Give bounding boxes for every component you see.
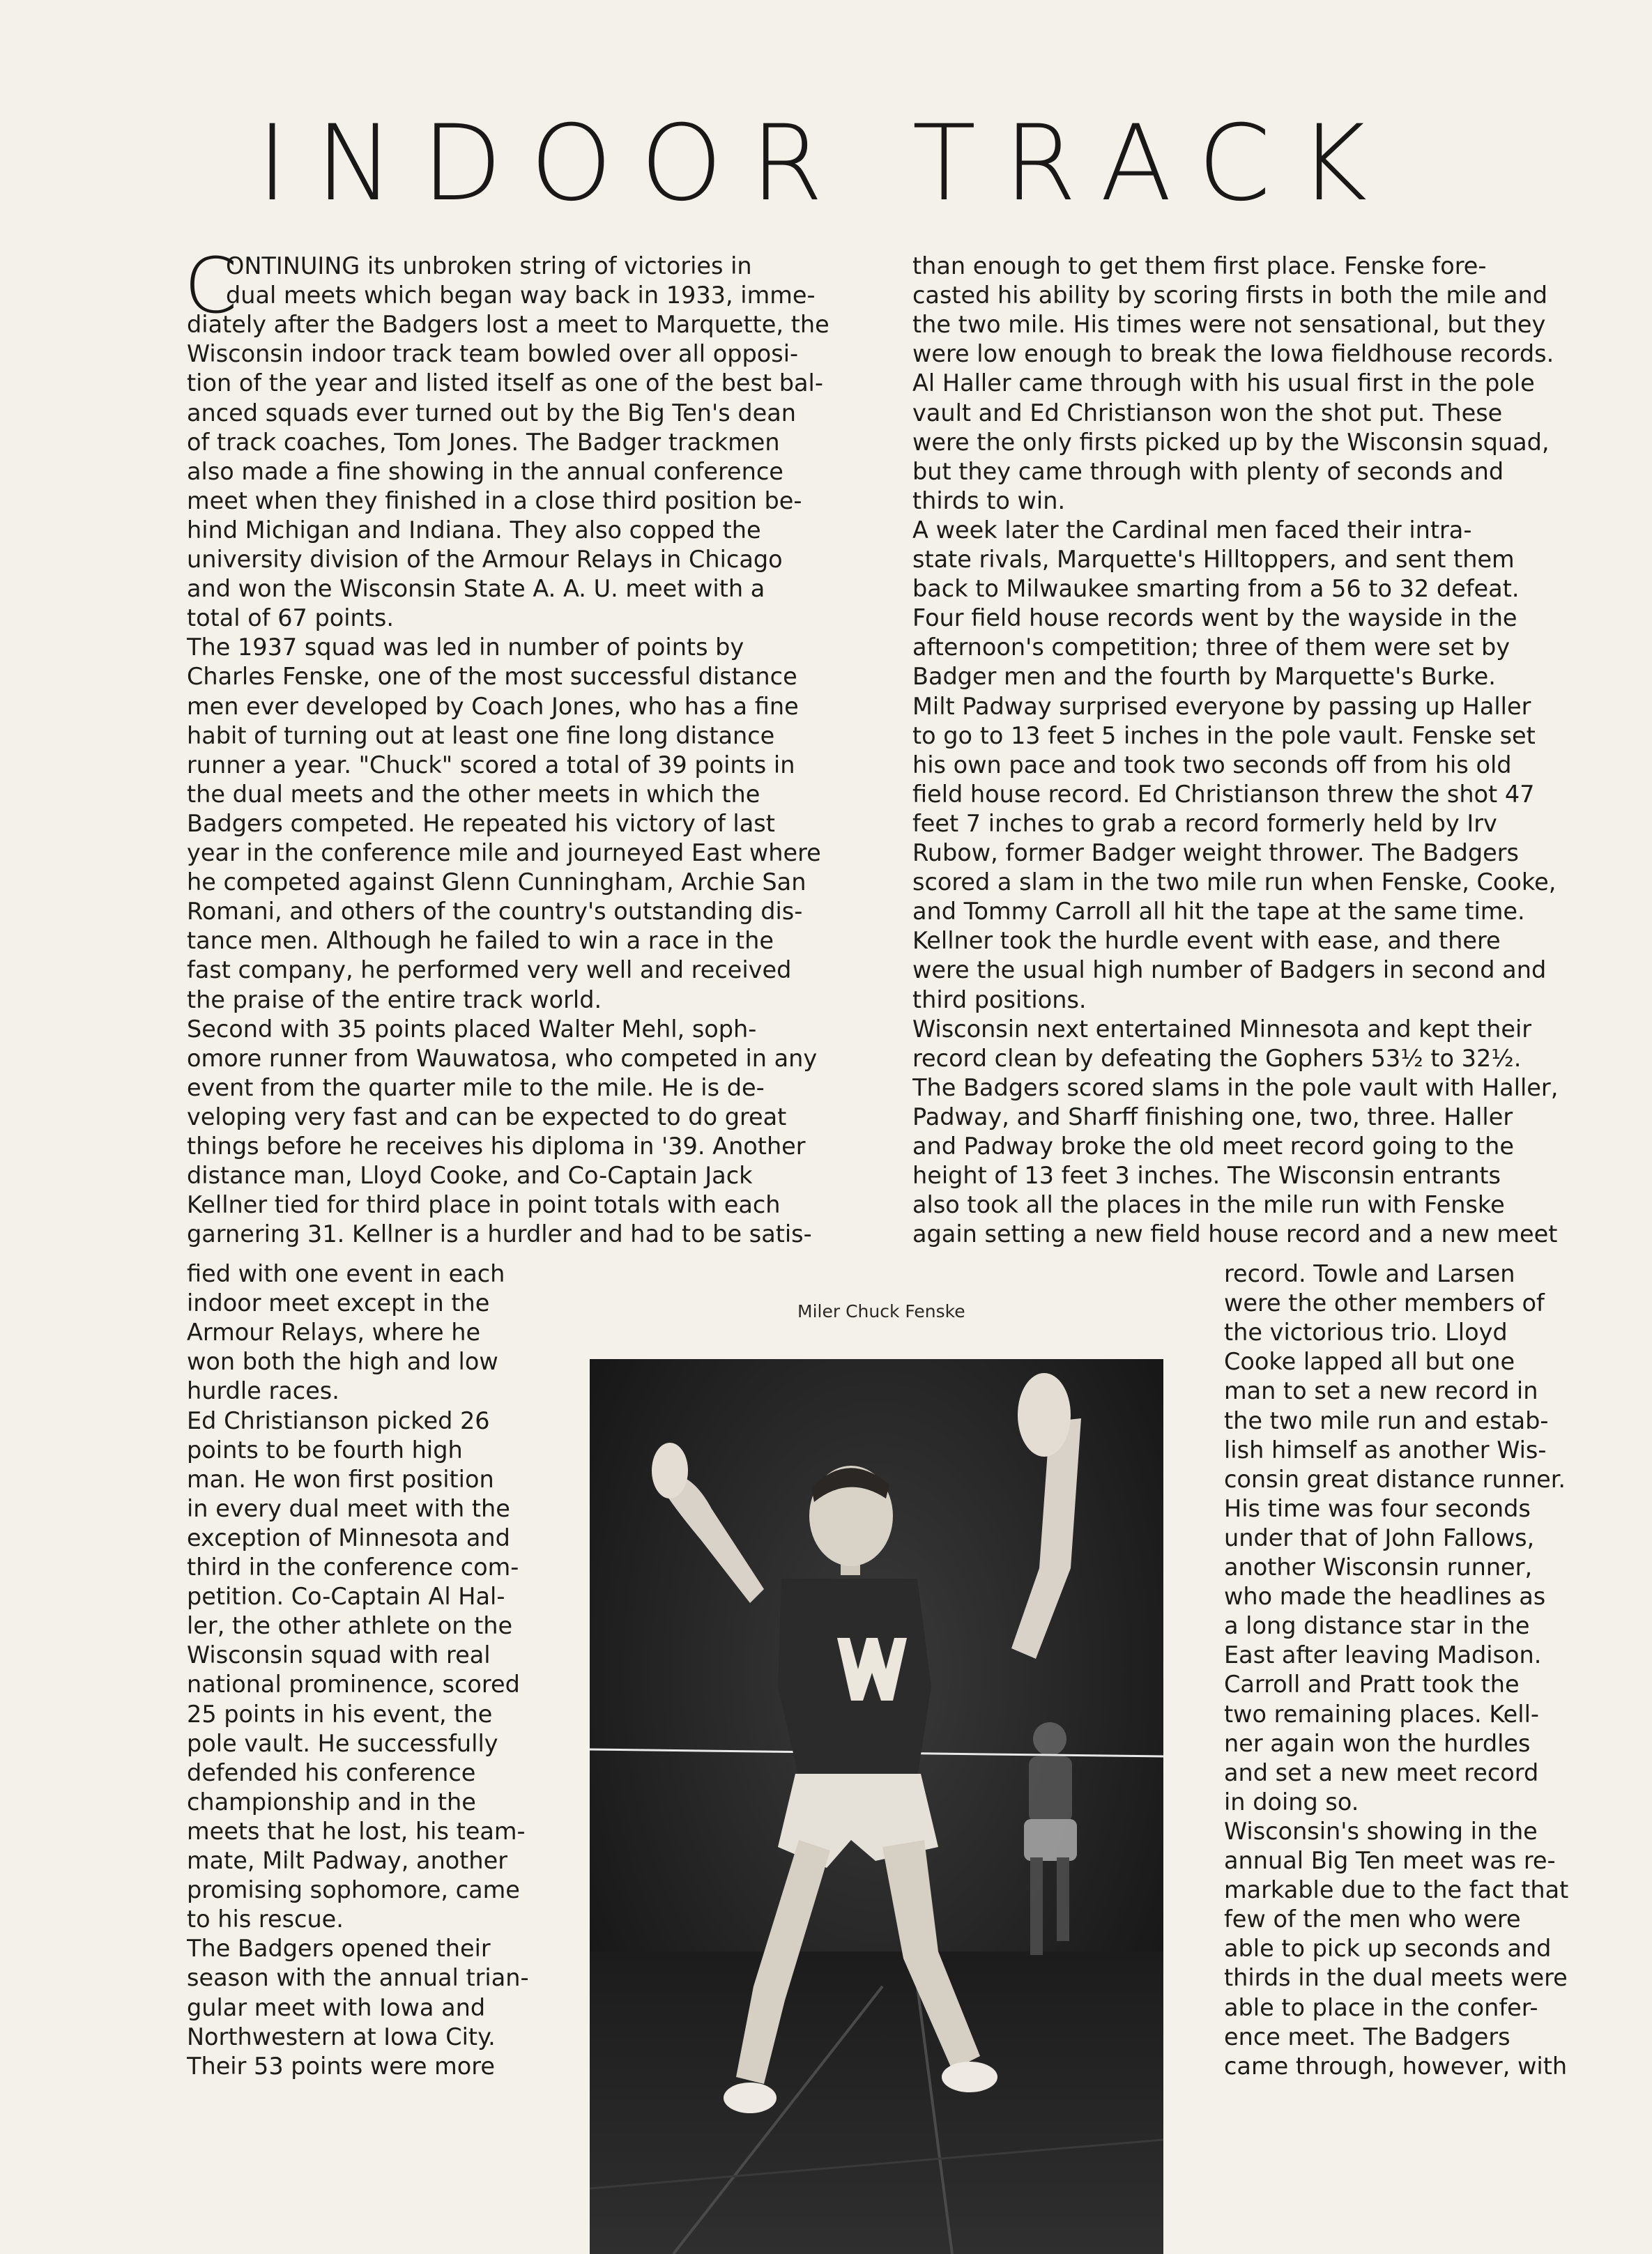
text-line: the victorious trio. Lloyd [1224, 1319, 1508, 1347]
text-line: height of 13 feet 3 inches. The Wisconsin entrants [912, 1162, 1501, 1190]
text-line: again setting a new field house record and a new meet [912, 1220, 1558, 1248]
text-line: back to Milwaukee smarting from a 56 to 32 defeat. [912, 575, 1520, 603]
text-line: indoor meet except in the [187, 1289, 490, 1317]
text-line: 25 points in his event, the [187, 1700, 493, 1728]
text-line: Cooke lapped all but one [1224, 1348, 1515, 1376]
text-line: a long distance star in the [1224, 1612, 1530, 1640]
photo-caption: Miler Chuck Fenske [797, 1301, 965, 1321]
text-line: points to be fourth high [187, 1436, 463, 1464]
text-line: Four field house records went by the wayside in the [912, 604, 1517, 632]
text-line: field house record. Ed Christianson threw the shot 47 [912, 780, 1535, 808]
text-line: gular meet with Iowa and [187, 1993, 486, 2021]
text-line: exception of Minnesota and [187, 1524, 510, 1551]
text-line: defended his conference [187, 1758, 476, 1786]
text-line: than enough to get them first place. Fenske fore- [912, 252, 1487, 279]
text-line: mate, Milt Padway, another [187, 1847, 508, 1874]
text-line: came through, however, with [1224, 2052, 1568, 2080]
text-line: vault and Ed Christianson won the shot put. These [912, 399, 1503, 427]
page-title: INDOOR TRACK [257, 103, 1395, 224]
text-line: few of the men who were [1224, 1906, 1521, 1933]
drop-cap: C [184, 241, 238, 330]
text-line: were the other members of [1224, 1289, 1545, 1317]
text-line: Al Haller came through with his usual first in the pole [912, 369, 1535, 397]
text-line: distance man, Lloyd Cooke, and Co-Captain Jack [187, 1162, 753, 1190]
text-line: Wisconsin's showing in the [1224, 1817, 1538, 1845]
text-line: omore runner from Wauwatosa, who competed in any [187, 1044, 818, 1072]
text-line: Northwestern at Iowa City. [187, 2023, 496, 2050]
text-line: state rivals, Marquette's Hilltoppers, and sent them [912, 546, 1515, 573]
text-line: dual meets which began way back in 1933, imme- [226, 282, 816, 309]
text-line: veloping very fast and can be expected to do great [187, 1103, 787, 1130]
text-line: consin great distance runner. [1224, 1465, 1566, 1493]
text-line: Wisconsin next entertained Minnesota and kept their [912, 1015, 1532, 1043]
text-line: East after leaving Madison. [1224, 1641, 1542, 1669]
text-line: diately after the Badgers lost a meet to Marquette, the [187, 311, 829, 339]
text-line: and set a new meet record [1224, 1758, 1539, 1786]
text-line: Armour Relays, where he [187, 1319, 481, 1347]
text-line: Kellner took the hurdle event with ease, and there [912, 927, 1501, 955]
text-line: petition. Co-Captain Al Hal- [187, 1583, 505, 1611]
text-line: two remaining places. Kell- [1224, 1700, 1539, 1728]
text-line: hind Michigan and Indiana. They also copped the [187, 516, 761, 544]
text-line: The 1937 squad was led in number of points by [187, 634, 744, 661]
text-line: fied with one event in each [187, 1260, 505, 1287]
text-line: event from the quarter mile to the mile. He is de- [187, 1073, 765, 1101]
text-line: His time was four seconds [1224, 1494, 1531, 1522]
text-line: also made a fine showing in the annual conference [187, 457, 783, 485]
text-line: habit of turning out at least one fine long distance [187, 721, 775, 749]
text-line: total of 67 points. [187, 604, 395, 632]
text-line: record clean by defeating the Gophers 53½ to 32½. [912, 1044, 1522, 1072]
text-line: man to set a new record in [1224, 1377, 1538, 1405]
text-line: won both the high and low [187, 1348, 498, 1376]
text-line: under that of John Fallows, [1224, 1524, 1535, 1551]
text-line: Badger men and the fourth by Marquette's Burke. [912, 663, 1496, 691]
text-line: men ever developed by Coach Jones, who has a fine [187, 692, 799, 720]
text-line: another Wisconsin runner, [1224, 1554, 1533, 1581]
text-line: his own pace and took two seconds off from his old [912, 751, 1512, 779]
text-line: Their 53 points were more [187, 2052, 495, 2080]
text-line: to go to 13 feet 5 inches in the pole vault. Fenske set [912, 721, 1536, 749]
text-line: feet 7 inches to grab a record formerly held by Irv [912, 809, 1497, 837]
text-line: garnering 31. Kellner is a hurdler and had to be satis- [187, 1220, 812, 1248]
text-line: Carroll and Pratt took the [1224, 1671, 1520, 1699]
text-line: Romani, and others of the country's outstanding dis- [187, 898, 803, 926]
text-line: and Padway broke the old meet record going to the [912, 1133, 1514, 1160]
text-line: Padway, and Sharff finishing one, two, three. Haller [912, 1103, 1513, 1130]
text-line: the dual meets and the other meets in which the [187, 780, 760, 808]
text-line: but they came through with plenty of seconds and [912, 457, 1504, 485]
text-line: and Tommy Carroll all hit the tape at the same time. [912, 898, 1525, 926]
text-line: the praise of the entire track world. [187, 986, 602, 1013]
text-line: afternoon's competition; three of them were set by [912, 634, 1510, 661]
text-line: year in the conference mile and journeyed East where [187, 839, 821, 866]
text-line: tion of the year and listed itself as one of the best bal- [187, 369, 823, 397]
text-line: ONTINUING its unbroken string of victories in [226, 252, 752, 279]
text-line: who made the headlines as [1224, 1583, 1546, 1611]
text-line: thirds to win. [912, 486, 1066, 514]
text-line: were low enough to break the Iowa fieldhouse records. [912, 340, 1554, 368]
text-line: in doing so. [1224, 1788, 1359, 1816]
text-line: scored a slam in the two mile run when Fenske, Cooke, [912, 868, 1557, 896]
text-line: of track coaches, Tom Jones. The Badger trackmen [187, 428, 780, 456]
text-line: Rubow, former Badger weight thrower. The Badgers [912, 839, 1520, 866]
text-line: lish himself as another Wis- [1224, 1436, 1547, 1464]
text-line: third in the conference com- [187, 1554, 519, 1581]
text-line: thirds in the dual meets were [1224, 1964, 1568, 1992]
text-line: ler, the other athlete on the [187, 1612, 513, 1640]
text-line: tance men. Although he failed to win a race in the [187, 927, 774, 955]
text-line: third positions. [912, 986, 1087, 1013]
text-line: championship and in the [187, 1788, 476, 1816]
text-line: The Badgers scored slams in the pole vault with Haller, [912, 1073, 1559, 1101]
text-line: The Badgers opened their [187, 1935, 491, 1963]
text-line: casted his ability by scoring firsts in both the mile and [912, 282, 1548, 309]
text-line: were the only firsts picked up by the Wisconsin squad, [912, 428, 1550, 456]
text-line: A week later the Cardinal men faced their intra- [912, 516, 1472, 544]
text-line: season with the annual trian- [187, 1964, 529, 1992]
text-line: and won the Wisconsin State A. A. U. meet with a [187, 575, 765, 603]
text-line: markable due to the fact that [1224, 1876, 1569, 1904]
text-line: meets that he lost, his team- [187, 1817, 526, 1845]
text-line: also took all the places in the mile run with Fenske [912, 1191, 1505, 1219]
text-line: meet when they finished in a close third position be- [187, 486, 802, 514]
text-line: able to pick up seconds and [1224, 1935, 1552, 1963]
text-line: promising sophomore, came [187, 1876, 520, 1904]
text-line: university division of the Armour Relays in Chicago [187, 546, 783, 573]
text-line: things before he receives his diploma in '39. Another [187, 1133, 806, 1160]
text-line: fast company, he performed very well and received [187, 956, 792, 984]
text-line: Charles Fenske, one of the most successful distance [187, 663, 797, 691]
text-line: Kellner tied for third place in point totals with each [187, 1191, 781, 1219]
text-line: to his rescue. [187, 1906, 344, 1933]
text-line: Wisconsin squad with real [187, 1641, 491, 1669]
text-line: Ed Christianson picked 26 [187, 1406, 490, 1434]
text-line: national prominence, scored [187, 1671, 520, 1699]
text-line: were the usual high number of Badgers in second and [912, 956, 1547, 984]
text-line: Badgers competed. He repeated his victory of last [187, 809, 775, 837]
text-line: hurdle races. [187, 1377, 339, 1405]
text-line: pole vault. He successfully [187, 1729, 498, 1757]
runner-illustration [590, 1359, 1163, 2254]
text-line: Wisconsin indoor track team bowled over all opposi- [187, 340, 799, 368]
text-line: in every dual meet with the [187, 1494, 510, 1522]
text-line: Milt Padway surprised everyone by passing up Haller [912, 692, 1531, 720]
text-line: man. He won first position [187, 1465, 494, 1493]
text-line: the two mile run and estab- [1224, 1406, 1549, 1434]
text-line: the two mile. His times were not sensational, but they [912, 311, 1546, 339]
text-line: runner a year. "Chuck" scored a total of 39 points in [187, 751, 795, 779]
text-line: anced squads ever turned out by the Big Ten's dean [187, 399, 796, 427]
text-line: record. Towle and Larsen [1224, 1260, 1515, 1287]
text-line: annual Big Ten meet was re- [1224, 1847, 1556, 1874]
text-line: Second with 35 points placed Walter Mehl, soph- [187, 1015, 757, 1043]
text-line: he competed against Glenn Cunningham, Archie San [187, 868, 806, 896]
text-line: able to place in the confer- [1224, 1993, 1538, 2021]
text-line: ence meet. The Badgers [1224, 2023, 1510, 2050]
runner-photo [590, 1359, 1163, 2254]
text-line: ner again won the hurdles [1224, 1729, 1531, 1757]
